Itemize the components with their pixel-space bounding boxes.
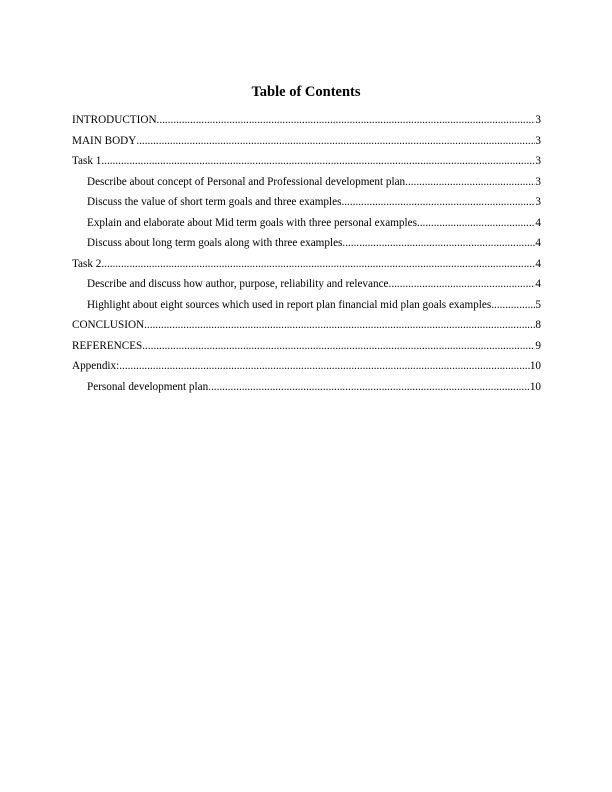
toc-dot-leader [142,338,535,354]
toc-entry-label: Task 2 [72,257,102,270]
toc-dot-leader [342,235,535,251]
toc-dot-leader [494,297,535,313]
toc-dot-leader [119,358,530,374]
toc-entry[interactable] [72,194,541,215]
toc-entry[interactable] [72,133,541,154]
toc-list [72,112,541,399]
toc-page-number: 3 [535,114,541,126]
toc-dot-leader [144,317,535,333]
toc-entry[interactable] [72,112,541,133]
toc-entry-label: Discuss about long term goals along with three examples [87,237,343,249]
toc-dot-leader [101,256,535,272]
toc-dot-leader [341,194,535,210]
toc-page-number: 8 [535,319,541,331]
toc-page-number: 4 [535,216,541,229]
toc-entry-label: MAIN BODY [72,134,137,147]
toc-entry[interactable] [72,379,541,400]
toc-title: Table of Contents [251,84,361,100]
toc-entry-label: Discuss the value of short term goals and three examples [87,196,342,208]
toc-entry[interactable] [72,215,541,236]
toc-page-number: 4 [535,257,541,270]
toc-entry-label: Task 1 [72,155,102,167]
toc-page-number: 5 [535,298,541,311]
toc-dot-leader [136,133,535,149]
toc-entry[interactable] [72,297,541,318]
toc-dot-leader [101,153,535,169]
toc-dot-leader [389,276,536,292]
toc-page-number: 10 [529,360,541,372]
toc-dot-leader [405,174,535,190]
toc-entry[interactable] [72,174,541,195]
toc-entry[interactable] [72,317,541,338]
toc-page-number: 4 [535,237,541,249]
toc-entry-label: REFERENCES [72,339,143,352]
toc-entry-label: INTRODUCTION [72,114,157,126]
toc-entry-label: Highlight about eight sources which used in report plan financial mid plan goals examples. [87,298,495,311]
toc-entry-label: Appendix: [72,360,120,372]
toc-entry[interactable] [72,256,541,277]
toc-entry-label: CONCLUSION [72,319,145,331]
toc-entry-label: Describe about concept of Personal and Professional development plan [87,175,406,188]
toc-page-number: 4 [535,278,541,290]
toc-entry[interactable] [72,276,541,297]
toc-page-number: 3 [535,155,541,167]
toc-entry[interactable] [72,153,541,174]
toc-page-number: 3 [535,196,541,208]
toc-page-number: 3 [535,134,541,147]
toc-page-number: 10 [529,380,541,393]
toc-entry-label: Personal development plan [87,380,209,393]
toc-entry-label: Describe and discuss how author, purpose, reliability and relevance [87,278,389,290]
toc-entry-label: Explain and elaborate about Mid term goals with three personal examples [87,216,417,229]
toc-entry[interactable] [72,358,541,379]
toc-page-number: 3 [535,175,541,188]
toc-entry[interactable] [72,235,541,256]
toc-page-number: 9 [535,339,541,352]
toc-dot-leader [157,112,536,128]
toc-dot-leader [417,215,535,231]
toc-entry[interactable] [72,338,541,359]
toc-dot-leader [208,379,530,395]
